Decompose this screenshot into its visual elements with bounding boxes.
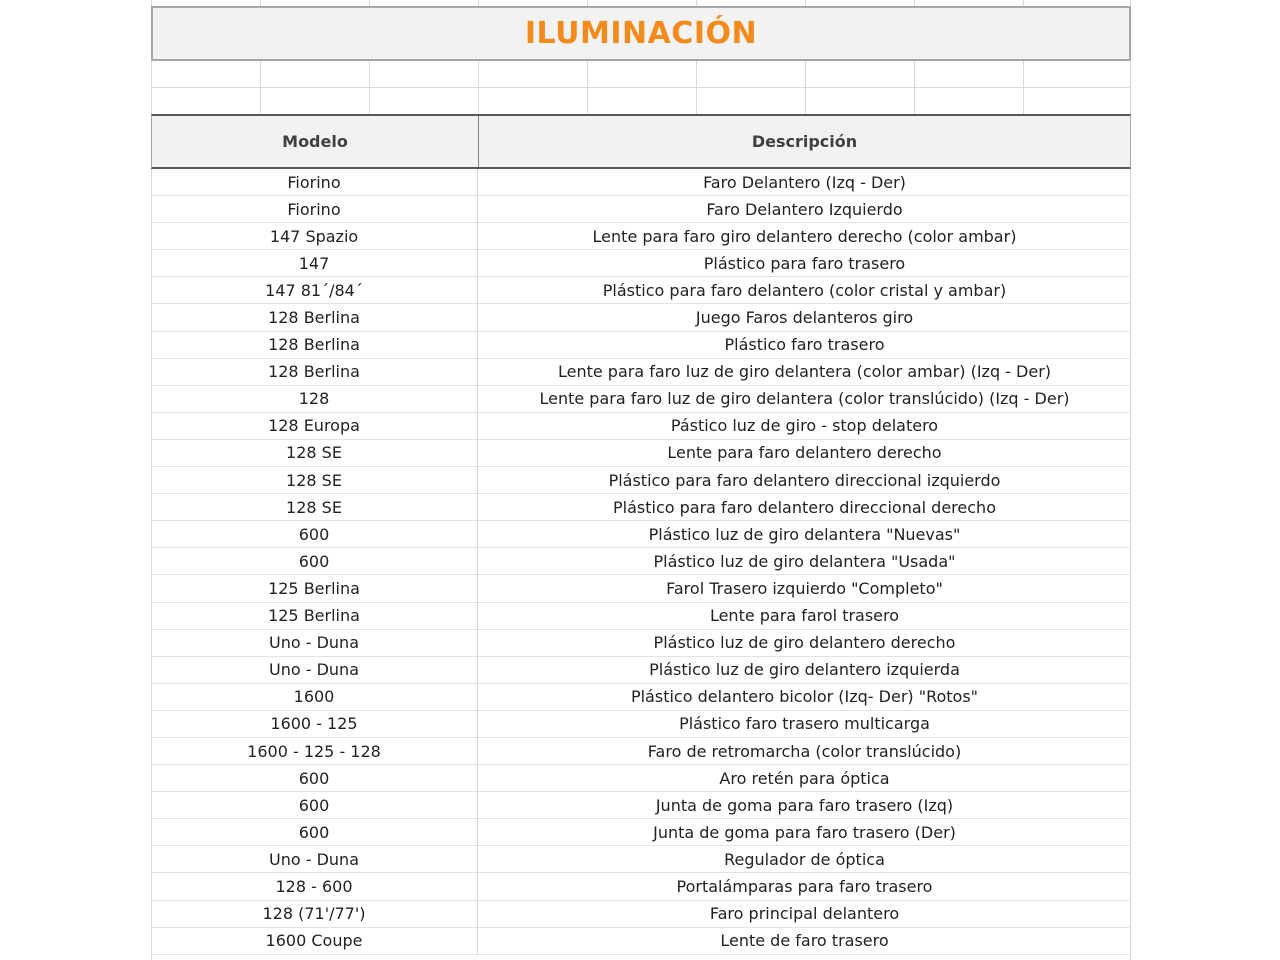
table-row bbox=[151, 819, 1131, 846]
table-row bbox=[151, 630, 1131, 657]
cell-description[interactable]: Plástico delantero bicolor (Izq- Der) "Rotos" bbox=[630, 687, 979, 707]
table-row bbox=[151, 359, 1131, 386]
column-header-description[interactable]: Descripción bbox=[751, 132, 858, 151]
cell-description[interactable]: Faro Delantero Izquierdo bbox=[706, 199, 903, 219]
cell-description[interactable]: Plástico para faro delantero direccional derecho bbox=[613, 497, 996, 517]
cell-description[interactable]: Junta de goma para faro trasero (Der) bbox=[653, 822, 956, 842]
cell-model[interactable]: 128 - 600 bbox=[151, 873, 478, 899]
cell-description[interactable]: Faro principal delantero bbox=[709, 904, 900, 924]
cell-description[interactable]: Plástico para faro delantero direccional izquierdo bbox=[608, 470, 1001, 490]
cell-model[interactable]: 600 bbox=[151, 792, 478, 818]
table-row bbox=[151, 873, 1131, 900]
cell-model[interactable]: 147 Spazio bbox=[151, 223, 478, 249]
table-row bbox=[151, 494, 1131, 521]
cell-model[interactable]: 128 Berlina bbox=[151, 359, 478, 385]
title-cell[interactable] bbox=[151, 6, 1131, 61]
cell-description[interactable]: Juego Faros delanteros giro bbox=[695, 308, 914, 328]
cell-description[interactable]: Pástico luz de giro - stop delatero bbox=[670, 416, 939, 436]
table-body bbox=[151, 169, 1131, 955]
table-row bbox=[151, 738, 1131, 765]
table-row bbox=[151, 196, 1131, 223]
cell-description[interactable]: Plástico luz de giro delantera "Usada" bbox=[653, 551, 956, 571]
table-row bbox=[151, 440, 1131, 467]
table-row bbox=[151, 332, 1131, 359]
table-header bbox=[151, 114, 1131, 169]
cell-model[interactable]: 128 bbox=[151, 386, 478, 412]
cell-model[interactable]: 600 bbox=[151, 548, 478, 574]
grid-line bbox=[151, 87, 1131, 88]
cell-description[interactable]: Lente para faro luz de giro delantera (color translúcido) (Izq - Der) bbox=[539, 389, 1070, 409]
cell-description[interactable]: Plástico faro trasero bbox=[724, 335, 885, 355]
table-row bbox=[151, 467, 1131, 494]
cell-description[interactable]: Lente para faro delantero derecho bbox=[667, 443, 942, 463]
cell-model[interactable]: 128 Europa bbox=[151, 413, 478, 439]
cell-model[interactable]: Uno - Duna bbox=[151, 630, 478, 656]
table-row bbox=[151, 223, 1131, 250]
cell-model[interactable]: 128 (71'/77') bbox=[151, 901, 478, 927]
cell-description[interactable]: Aro retén para óptica bbox=[719, 768, 890, 788]
table-row bbox=[151, 575, 1131, 602]
table-row bbox=[151, 928, 1131, 955]
table-row bbox=[151, 711, 1131, 738]
page-title: ILUMINACIÓN bbox=[524, 16, 758, 51]
cell-description[interactable]: Plástico luz de giro delantero izquierda bbox=[649, 660, 960, 680]
cell-model[interactable]: 128 SE bbox=[151, 440, 478, 466]
table-row bbox=[151, 413, 1131, 440]
cell-description[interactable]: Farol Trasero izquierdo "Completo" bbox=[666, 578, 943, 598]
cell-model[interactable]: 600 bbox=[151, 765, 478, 791]
table-row bbox=[151, 684, 1131, 711]
table-row bbox=[151, 250, 1131, 277]
cell-description[interactable]: Regulador de óptica bbox=[724, 849, 885, 869]
cell-description[interactable]: Plástico para faro trasero bbox=[703, 253, 906, 273]
cell-model[interactable]: 1600 - 125 - 128 bbox=[151, 738, 478, 764]
cell-model[interactable]: 1600 bbox=[151, 684, 478, 710]
cell-description[interactable]: Lente para faro giro delantero derecho (color ambar) bbox=[592, 226, 1017, 246]
spreadsheet bbox=[151, 0, 1131, 960]
cell-model[interactable]: 125 Berlina bbox=[151, 575, 478, 601]
cell-model[interactable]: 1600 Coupe bbox=[151, 928, 478, 954]
cell-model[interactable]: Uno - Duna bbox=[151, 846, 478, 872]
cell-model[interactable]: Fiorino bbox=[151, 196, 478, 222]
table-row bbox=[151, 304, 1131, 331]
table-row bbox=[151, 901, 1131, 928]
cell-description[interactable]: Plástico luz de giro delantera "Nuevas" bbox=[648, 524, 961, 544]
cell-description[interactable]: Faro Delantero (Izq - Der) bbox=[703, 172, 906, 192]
cell-description[interactable]: Portalámparas para faro trasero bbox=[676, 876, 933, 896]
cell-model[interactable]: 125 Berlina bbox=[151, 603, 478, 629]
table-row bbox=[151, 765, 1131, 792]
cell-model[interactable]: 147 bbox=[151, 250, 478, 276]
cell-model[interactable]: 600 bbox=[151, 521, 478, 547]
cell-model[interactable]: 1600 - 125 bbox=[151, 711, 478, 737]
cell-description[interactable]: Plástico faro trasero multicarga bbox=[679, 714, 930, 734]
table-row bbox=[151, 792, 1131, 819]
cell-description[interactable]: Lente para faro luz de giro delantera (color ambar) (Izq - Der) bbox=[557, 362, 1052, 382]
cell-description[interactable]: Lente para farol trasero bbox=[709, 606, 900, 626]
cell-model[interactable]: Fiorino bbox=[151, 169, 478, 195]
cell-description[interactable]: Plástico para faro delantero (color cristal y ambar) bbox=[602, 280, 1007, 300]
cell-model[interactable]: 128 SE bbox=[151, 494, 478, 520]
cell-description[interactable]: Faro de retromarcha (color translúcido) bbox=[647, 741, 962, 761]
table-row bbox=[151, 657, 1131, 684]
table-row bbox=[151, 277, 1131, 304]
cell-model[interactable]: 600 bbox=[151, 819, 478, 845]
table-row bbox=[151, 548, 1131, 575]
cell-model[interactable]: 128 SE bbox=[151, 467, 478, 493]
cell-model[interactable]: Uno - Duna bbox=[151, 657, 478, 683]
table-row bbox=[151, 386, 1131, 413]
cell-description[interactable]: Junta de goma para faro trasero (Izq) bbox=[655, 795, 954, 815]
cell-model[interactable]: 128 Berlina bbox=[151, 304, 478, 330]
cell-model[interactable]: 147 81´/84´ bbox=[151, 277, 478, 303]
table-row bbox=[151, 169, 1131, 196]
table-row bbox=[151, 603, 1131, 630]
cell-model[interactable]: 128 Berlina bbox=[151, 332, 478, 358]
cell-description[interactable]: Plástico luz de giro delantero derecho bbox=[653, 633, 956, 653]
column-header-model[interactable]: Modelo bbox=[152, 116, 479, 167]
table-row bbox=[151, 521, 1131, 548]
cell-description[interactable]: Lente de faro trasero bbox=[720, 931, 889, 951]
table-row bbox=[151, 846, 1131, 873]
